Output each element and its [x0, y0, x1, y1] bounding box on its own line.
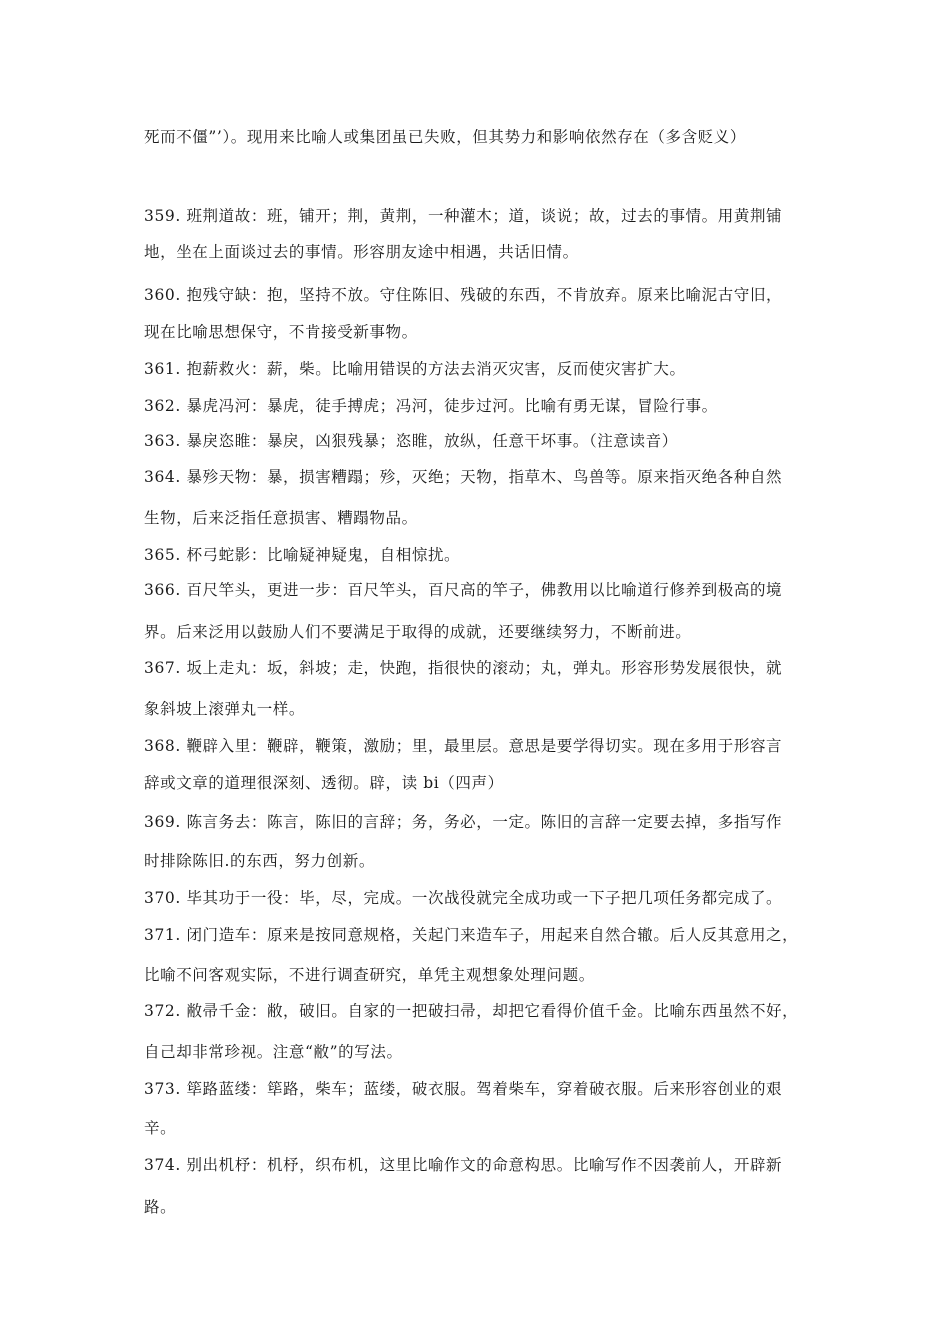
- text-line: 时排除陈旧.的东西，努力创新。: [144, 852, 375, 870]
- text-line: 361. 抱薪救火：薪，柴。比喻用错误的方法去消灭灾害，反而使灾害扩大。: [144, 360, 686, 378]
- text-line: 自己却非常珍视。注意“敝”的写法。: [144, 1043, 403, 1061]
- text-line: 现在比喻思想保守，不肯接受新事物。: [144, 323, 418, 341]
- text-line: 359. 班荆道故：班，铺开；荆，黄荆，一种灌木；道，谈说；故，过去的事情。用黄荆铺: [144, 207, 783, 225]
- text-line: 370. 毕其功于一役：毕，尽，完成。一次战役就完全成功或一下子把几项任务都完成了。: [144, 889, 783, 907]
- text-line: 372. 敝帚千金：敝，破旧。自家的一把破扫帚，却把它看得价值千金。比喻东西虽然不好，: [144, 1002, 799, 1020]
- text-line: 367. 坂上走丸：坂，斜坡；走，快跑，指很快的滚动；丸，弹丸。形容形势发展很快，就: [144, 659, 783, 677]
- text-line: 象斜坡上滚弹丸一样。: [144, 700, 306, 718]
- text-line: 360. 抱残守缺：抱，坚持不放。守住陈旧、残破的东西，不肯放弃。原来比喻泥古守旧，: [144, 286, 783, 304]
- text-line: 369. 陈言务去：陈言，陈旧的言辞；务，务必，一定。陈旧的言辞一定要去掉，多指写作: [144, 813, 783, 831]
- text-line: 比喻不问客观实际，不进行调查研究，单凭主观想象处理问题。: [144, 966, 595, 984]
- text-line: 辛。: [144, 1119, 177, 1137]
- text-line: 373. 筚路蓝缕：筚路，柴车；蓝缕，破衣服。驾着柴车，穿着破衣服。后来形容创业的艰: [144, 1080, 783, 1098]
- text-line: 界。后来泛用以鼓励人们不要满足于取得的成就，还要继续努力，不断前进。: [144, 623, 692, 641]
- text-line: 374. 别出机杼：机杼，织布机，这里比喻作文的命意构思。比喻写作不因袭前人，开辟新: [144, 1156, 783, 1174]
- text-line: 路。: [144, 1198, 177, 1216]
- text-line: 生物，后来泛指任意损害、糟蹋物品。: [144, 509, 418, 527]
- text-line: 362. 暴虎冯河：暴虎，徒手搏虎；冯河，徒步过河。比喻有勇无谋，冒险行事。: [144, 397, 718, 415]
- text-line: 地，坐在上面谈过去的事情。形容朋友途中相遇，共话旧情。: [144, 243, 579, 261]
- text-line: 371. 闭门造车：原来是按同意规格，关起门来造车子，用起来自然合辙。后人反其意用之，: [144, 926, 799, 944]
- text-line: 366. 百尺竿头，更进一步：百尺竿头，百尺高的竿子，佛教用以比喻道行修养到极高的境: [144, 581, 783, 599]
- text-line: 365. 杯弓蛇影：比喻疑神疑鬼，自相惊扰。: [144, 546, 461, 564]
- text-line: 364. 暴殄天物：暴，损害糟蹋；殄，灭绝；天物，指草木、鸟兽等。原来指灭绝各种自然: [144, 468, 783, 486]
- text-line: 辞或文章的道理很深刻、透彻。辟，读 bi（四声）: [144, 774, 504, 792]
- text-line: 368. 鞭辟入里：鞭辟，鞭策，激励；里，最里层。意思是要学得切实。现在多用于形容言: [144, 737, 783, 755]
- text-line: 死而不僵”’）。现用来比喻人或集团虽已失败，但其势力和影响依然存在（多含贬义）: [144, 128, 747, 146]
- text-line: 363. 暴戾恣睢：暴戾，凶狠残暴；恣睢，放纵，任意干坏事。（注意读音）: [144, 432, 678, 450]
